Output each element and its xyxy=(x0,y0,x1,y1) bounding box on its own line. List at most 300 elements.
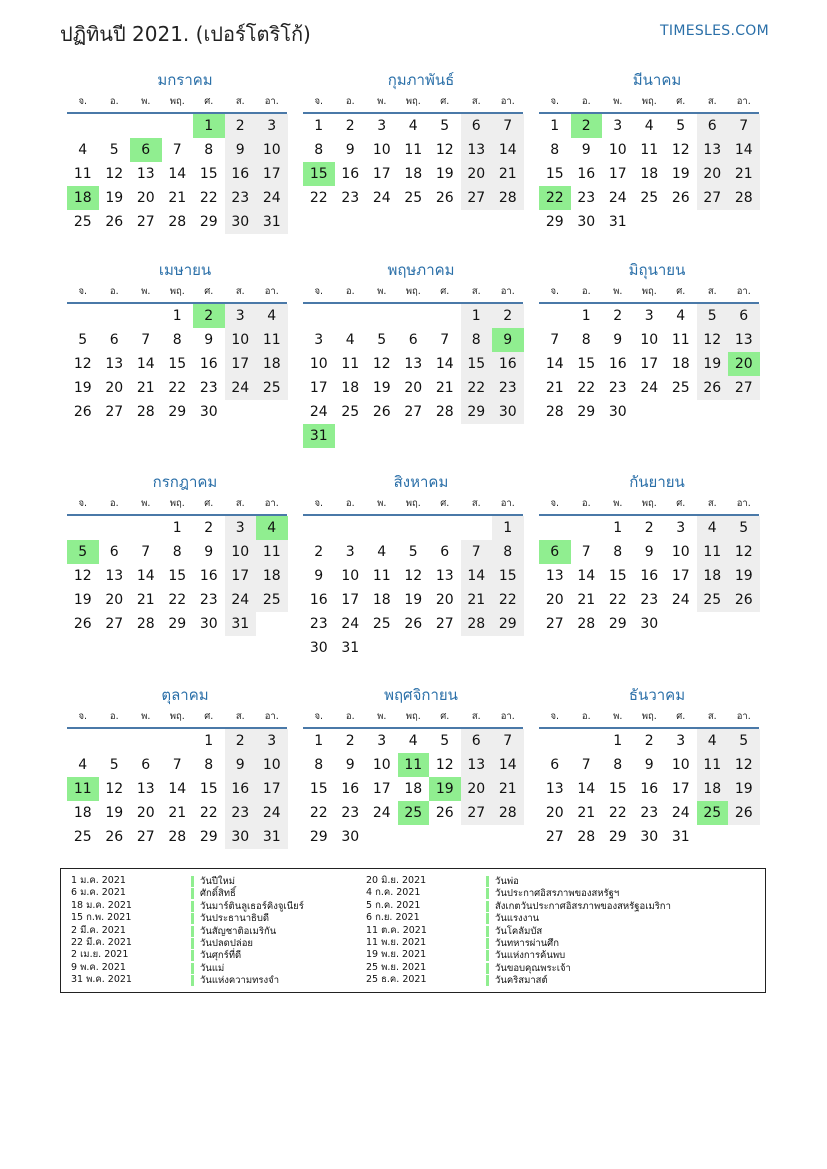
weekday-label: ศ. xyxy=(204,711,214,722)
day-cell: 7 xyxy=(728,114,760,138)
day-cell: 1 xyxy=(172,308,182,324)
day-cell: 27 xyxy=(404,404,423,420)
legend-date: 6 ม.ค. 2021 xyxy=(71,887,126,899)
day-cell: 9 xyxy=(345,757,355,773)
holiday-day-cell: 25 xyxy=(697,801,729,825)
day-cell: 9 xyxy=(644,757,654,773)
day-cell: 25 xyxy=(671,380,690,396)
day-cell: 27 xyxy=(105,404,124,420)
day-cell: 31 xyxy=(341,640,360,656)
day-cell: 13 xyxy=(105,356,124,372)
day-cell: 20 xyxy=(435,592,454,608)
day-cell: 15 xyxy=(577,356,596,372)
day-cell: 17 xyxy=(671,781,690,797)
weekday-label: อ. xyxy=(581,498,591,509)
weekday-header xyxy=(67,283,289,301)
day-cell: 22 xyxy=(168,592,187,608)
day-cell: 13 xyxy=(435,568,454,584)
day-cell: 20 xyxy=(404,380,423,396)
day-cell: 27 xyxy=(461,186,493,210)
day-cell: 15 xyxy=(608,781,627,797)
legend-holiday-name: วันประกาศอิสรภาพของสหรัฐฯ xyxy=(486,888,619,899)
day-cell: 24 xyxy=(256,186,288,210)
day-cell: 25 xyxy=(256,376,288,400)
weekday-label: พ. xyxy=(377,498,387,509)
day-cell: 9 xyxy=(345,142,355,158)
day-cell: 18 xyxy=(256,352,288,376)
day-cell: 31 xyxy=(225,612,257,636)
weekday-header xyxy=(67,93,289,111)
day-cell: 13 xyxy=(136,781,155,797)
weekday-label: พ. xyxy=(613,711,623,722)
day-cell: 21 xyxy=(136,592,155,608)
day-cell: 5 xyxy=(440,733,450,749)
day-cell: 27 xyxy=(545,616,564,632)
day-cell: 12 xyxy=(73,356,92,372)
day-cell: 17 xyxy=(671,568,690,584)
day-cell: 3 xyxy=(345,544,355,560)
day-cell: 31 xyxy=(256,825,288,849)
empty-cell xyxy=(571,729,603,753)
weekday-label: ศ. xyxy=(676,711,686,722)
day-cell: 2 xyxy=(613,308,623,324)
empty-cell xyxy=(429,516,461,540)
day-cell: 15 xyxy=(168,568,187,584)
day-cell: 8 xyxy=(581,332,591,348)
day-cell: 3 xyxy=(256,729,288,753)
day-cell: 11 xyxy=(256,540,288,564)
day-cell: 3 xyxy=(377,118,387,134)
day-cell: 19 xyxy=(728,777,760,801)
day-cell: 28 xyxy=(545,404,564,420)
day-cell: 30 xyxy=(225,825,257,849)
day-cell: 28 xyxy=(168,829,187,845)
day-cell: 15 xyxy=(168,356,187,372)
day-cell: 1 xyxy=(172,520,182,536)
weekday-label: ส. xyxy=(235,96,245,107)
day-cell: 26 xyxy=(73,616,92,632)
day-cell: 7 xyxy=(581,544,591,560)
legend-holiday-name: วันขอบคุณพระเจ้า xyxy=(486,963,571,974)
weekday-label: อ. xyxy=(345,96,355,107)
day-cell: 5 xyxy=(697,304,729,328)
day-cell: 16 xyxy=(225,777,257,801)
day-cell: 4 xyxy=(256,304,288,328)
weekday-label: อา. xyxy=(736,711,751,722)
day-cell: 17 xyxy=(225,352,257,376)
month-name: มีนาคม xyxy=(632,71,682,89)
day-cell: 4 xyxy=(676,308,686,324)
day-cell: 14 xyxy=(577,568,596,584)
legend-date: 31 พ.ค. 2021 xyxy=(71,974,132,986)
day-cell: 30 xyxy=(199,616,218,632)
weekday-header xyxy=(539,283,761,301)
day-cell: 18 xyxy=(256,564,288,588)
day-cell: 15 xyxy=(199,166,218,182)
day-cell: 19 xyxy=(105,190,124,206)
day-cell: 15 xyxy=(461,352,493,376)
month-calendar xyxy=(539,70,761,234)
day-cell: 5 xyxy=(377,332,387,348)
empty-cell xyxy=(398,516,430,540)
legend-holiday-name: วันปีใหม่ xyxy=(191,876,235,887)
weekday-label: อ. xyxy=(109,498,119,509)
weekday-label: ศ. xyxy=(440,498,450,509)
day-cell: 8 xyxy=(172,544,182,560)
month-calendar xyxy=(539,685,761,849)
day-cell: 12 xyxy=(105,166,124,182)
day-cell: 14 xyxy=(461,564,493,588)
day-cell: 23 xyxy=(199,380,218,396)
day-cell: 29 xyxy=(199,829,218,845)
day-cell: 19 xyxy=(73,592,92,608)
day-cell: 24 xyxy=(608,190,627,206)
day-cell: 17 xyxy=(372,781,391,797)
day-cell: 10 xyxy=(608,142,627,158)
day-cell: 28 xyxy=(435,404,454,420)
month-name: กรกฎาคม xyxy=(152,473,218,491)
weekday-label: ส. xyxy=(235,498,245,509)
day-cell: 5 xyxy=(109,757,119,773)
weekday-label: พฤ. xyxy=(405,498,421,509)
day-cell: 4 xyxy=(377,544,387,560)
month-calendar xyxy=(539,260,761,424)
day-cell: 19 xyxy=(728,564,760,588)
day-cell: 30 xyxy=(309,640,328,656)
weekday-label: อ. xyxy=(345,498,355,509)
day-cell: 29 xyxy=(608,829,627,845)
weekday-label: พฤ. xyxy=(169,96,185,107)
day-cell: 3 xyxy=(314,332,324,348)
day-cell: 15 xyxy=(309,781,328,797)
day-cell: 16 xyxy=(199,356,218,372)
day-cell: 25 xyxy=(73,214,92,230)
empty-cell xyxy=(162,729,194,753)
weekday-label: พฤ. xyxy=(641,96,657,107)
day-cell: 24 xyxy=(671,805,690,821)
day-cell: 6 xyxy=(697,114,729,138)
legend-holiday-name: วันแรงงาน xyxy=(486,913,539,924)
legend-holiday-name: วันทหารผ่านศึก xyxy=(486,938,559,949)
day-grid xyxy=(539,729,761,849)
day-cell: 28 xyxy=(136,404,155,420)
legend-holiday-name: วันสัญชาติอเมริกัน xyxy=(191,926,276,937)
day-cell: 7 xyxy=(172,142,182,158)
holiday-day-cell: 4 xyxy=(256,516,288,540)
day-cell: 5 xyxy=(728,516,760,540)
day-cell: 23 xyxy=(199,592,218,608)
day-cell: 18 xyxy=(697,777,729,801)
day-cell: 26 xyxy=(105,829,124,845)
day-cell: 12 xyxy=(671,142,690,158)
weekday-label: ศ. xyxy=(676,286,686,297)
day-cell: 2 xyxy=(345,118,355,134)
weekday-label: อ. xyxy=(109,96,119,107)
month-name: มิถุนายน xyxy=(628,261,686,279)
day-cell: 31 xyxy=(671,829,690,845)
day-cell: 26 xyxy=(435,805,454,821)
day-cell: 27 xyxy=(545,829,564,845)
legend-date: 25 ธ.ค. 2021 xyxy=(366,974,427,986)
holiday-legend xyxy=(60,868,766,993)
day-cell: 20 xyxy=(545,805,564,821)
month-name: กุมภาพันธ์ xyxy=(387,71,455,89)
day-cell: 12 xyxy=(435,757,454,773)
day-cell: 4 xyxy=(697,516,729,540)
page-title: ปฏิทินปี 2021. (เปอร์โตริโก้) xyxy=(60,22,311,46)
weekday-label: ศ. xyxy=(440,286,450,297)
day-cell: 12 xyxy=(697,328,729,352)
legend-date: 1 ม.ค. 2021 xyxy=(71,875,126,886)
month-name: พฤศจิกายน xyxy=(384,686,458,704)
empty-cell xyxy=(335,304,367,328)
month-calendar xyxy=(67,70,289,234)
day-cell: 28 xyxy=(577,616,596,632)
day-cell: 7 xyxy=(492,729,524,753)
month-name: พฤษภาคม xyxy=(387,261,455,279)
day-cell: 11 xyxy=(697,540,729,564)
empty-cell xyxy=(571,516,603,540)
weekday-label: พฤ. xyxy=(405,96,421,107)
day-cell: 7 xyxy=(172,757,182,773)
day-cell: 29 xyxy=(545,214,564,230)
day-cell: 30 xyxy=(608,404,627,420)
weekday-label: จ. xyxy=(314,96,324,107)
weekday-label: จ. xyxy=(550,286,560,297)
day-cell: 9 xyxy=(204,544,214,560)
day-cell: 1 xyxy=(613,733,623,749)
day-cell: 6 xyxy=(728,304,760,328)
empty-cell xyxy=(99,729,131,753)
day-cell: 15 xyxy=(545,166,564,182)
weekday-label: อา. xyxy=(264,96,279,107)
day-cell: 21 xyxy=(435,380,454,396)
day-cell: 8 xyxy=(172,332,182,348)
month-name: สิงหาคม xyxy=(393,473,449,491)
day-grid xyxy=(539,304,761,424)
day-grid xyxy=(303,304,525,448)
day-cell: 22 xyxy=(309,190,328,206)
day-cell: 29 xyxy=(199,214,218,230)
day-cell: 29 xyxy=(309,829,328,845)
day-cell: 18 xyxy=(341,380,360,396)
day-cell: 4 xyxy=(78,142,88,158)
day-cell: 17 xyxy=(372,166,391,182)
weekday-label: ศ. xyxy=(440,96,450,107)
holiday-day-cell: 5 xyxy=(67,540,99,564)
day-cell: 31 xyxy=(256,210,288,234)
weekday-label: พ. xyxy=(141,711,151,722)
day-cell: 22 xyxy=(309,805,328,821)
weekday-label: อา. xyxy=(736,96,751,107)
day-cell: 10 xyxy=(309,356,328,372)
day-grid xyxy=(303,114,525,210)
day-cell: 11 xyxy=(73,166,92,182)
day-cell: 12 xyxy=(73,568,92,584)
day-cell: 1 xyxy=(492,516,524,540)
day-cell: 10 xyxy=(372,757,391,773)
day-cell: 9 xyxy=(204,332,214,348)
holiday-day-cell: 2 xyxy=(193,304,225,328)
day-cell: 12 xyxy=(435,142,454,158)
holiday-day-cell: 18 xyxy=(67,186,99,210)
weekday-label: ศ. xyxy=(204,498,214,509)
day-cell: 26 xyxy=(435,190,454,206)
legend-holiday-name: วันมาร์ตินลูเธอร์คิงจูเนียร์ xyxy=(191,901,304,912)
day-cell: 1 xyxy=(461,304,493,328)
day-cell: 23 xyxy=(608,380,627,396)
day-cell: 24 xyxy=(256,801,288,825)
day-cell: 16 xyxy=(608,356,627,372)
legend-date: 6 ก.ย. 2021 xyxy=(366,912,420,924)
legend-date: 22 มี.ค. 2021 xyxy=(71,936,132,948)
day-grid xyxy=(539,114,761,234)
day-cell: 5 xyxy=(109,142,119,158)
holiday-day-cell: 25 xyxy=(398,801,430,825)
day-cell: 20 xyxy=(136,805,155,821)
day-cell: 20 xyxy=(461,777,493,801)
weekday-label: จ. xyxy=(550,711,560,722)
day-cell: 27 xyxy=(728,376,760,400)
month-calendar xyxy=(303,70,525,210)
day-cell: 20 xyxy=(697,162,729,186)
legend-date: 2 มี.ค. 2021 xyxy=(71,924,126,936)
holiday-day-cell: 15 xyxy=(303,162,335,186)
day-cell: 19 xyxy=(671,166,690,182)
weekday-label: อา. xyxy=(264,286,279,297)
day-cell: 11 xyxy=(256,328,288,352)
day-cell: 20 xyxy=(105,592,124,608)
day-cell: 11 xyxy=(372,568,391,584)
legend-holiday-name: วันปลดปล่อย xyxy=(191,938,253,949)
day-cell: 24 xyxy=(225,588,257,612)
month-calendar xyxy=(303,260,525,448)
day-cell: 9 xyxy=(581,142,591,158)
weekday-label: ส. xyxy=(471,286,481,297)
day-cell: 18 xyxy=(372,592,391,608)
weekday-label: อ. xyxy=(581,711,591,722)
day-cell: 24 xyxy=(372,805,391,821)
empty-cell xyxy=(130,516,162,540)
day-cell: 5 xyxy=(408,544,418,560)
month-name: ตุลาคม xyxy=(161,686,209,704)
day-cell: 6 xyxy=(440,544,450,560)
day-cell: 1 xyxy=(314,118,324,134)
legend-holiday-name: ศักดิ์สิทธิ์ xyxy=(191,888,236,899)
day-cell: 17 xyxy=(225,564,257,588)
day-cell: 19 xyxy=(73,380,92,396)
day-cell: 16 xyxy=(640,568,659,584)
day-cell: 1 xyxy=(550,118,560,134)
day-cell: 13 xyxy=(461,753,493,777)
day-cell: 8 xyxy=(550,142,560,158)
holiday-day-cell: 11 xyxy=(67,777,99,801)
legend-holiday-name: วันแห่งความทรงจำ xyxy=(191,975,279,986)
day-cell: 3 xyxy=(676,733,686,749)
day-cell: 28 xyxy=(168,214,187,230)
day-grid xyxy=(67,516,289,636)
empty-cell xyxy=(366,516,398,540)
day-cell: 12 xyxy=(728,540,760,564)
empty-cell xyxy=(461,516,493,540)
day-cell: 12 xyxy=(728,753,760,777)
weekday-label: อ. xyxy=(345,711,355,722)
day-cell: 15 xyxy=(492,564,524,588)
legend-holiday-name: วันพ่อ xyxy=(486,876,519,887)
day-cell: 10 xyxy=(640,332,659,348)
weekday-label: จ. xyxy=(78,96,88,107)
day-cell: 22 xyxy=(199,190,218,206)
weekday-label: อ. xyxy=(345,286,355,297)
day-cell: 26 xyxy=(728,801,760,825)
day-cell: 2 xyxy=(314,544,324,560)
day-cell: 28 xyxy=(492,186,524,210)
day-cell: 22 xyxy=(608,805,627,821)
legend-holiday-name: สังเกตวันประกาศอิสรภาพของสหรัฐอเมริกา xyxy=(486,901,671,912)
day-cell: 21 xyxy=(168,805,187,821)
day-cell: 24 xyxy=(309,404,328,420)
day-cell: 29 xyxy=(577,404,596,420)
day-cell: 12 xyxy=(404,568,423,584)
day-cell: 10 xyxy=(372,142,391,158)
day-cell: 29 xyxy=(461,400,493,424)
legend-date: 5 ก.ค. 2021 xyxy=(366,899,421,911)
day-cell: 21 xyxy=(545,380,564,396)
day-cell: 1 xyxy=(314,733,324,749)
day-cell: 10 xyxy=(671,757,690,773)
day-cell: 3 xyxy=(613,118,623,134)
weekday-label: อา. xyxy=(264,498,279,509)
weekday-label: ส. xyxy=(235,286,245,297)
weekday-label: อา. xyxy=(736,286,751,297)
day-cell: 7 xyxy=(141,544,151,560)
month-name: เมษายน xyxy=(158,261,212,279)
day-cell: 7 xyxy=(550,332,560,348)
holiday-day-cell: 20 xyxy=(728,352,760,376)
weekday-label: ศ. xyxy=(204,286,214,297)
weekday-label: ส. xyxy=(471,96,481,107)
brand-link[interactable]: TIMESLES.COM xyxy=(660,23,769,39)
day-cell: 13 xyxy=(697,138,729,162)
day-cell: 9 xyxy=(644,544,654,560)
day-cell: 18 xyxy=(404,781,423,797)
day-cell: 19 xyxy=(435,166,454,182)
weekday-label: พ. xyxy=(377,711,387,722)
day-cell: 26 xyxy=(105,214,124,230)
month-name: ธันวาคม xyxy=(628,686,686,704)
day-cell: 10 xyxy=(225,540,257,564)
empty-cell xyxy=(366,304,398,328)
day-cell: 22 xyxy=(461,376,493,400)
day-cell: 23 xyxy=(225,801,257,825)
day-cell: 14 xyxy=(435,356,454,372)
day-cell: 6 xyxy=(109,332,119,348)
month-calendar xyxy=(539,472,761,636)
weekday-label: อ. xyxy=(109,711,119,722)
legend-date: 2 เม.ย. 2021 xyxy=(71,949,129,961)
legend-date: 25 พ.ย. 2021 xyxy=(366,961,427,973)
day-cell: 8 xyxy=(314,142,324,158)
day-cell: 29 xyxy=(608,616,627,632)
weekday-label: พฤ. xyxy=(169,498,185,509)
weekday-label: ศ. xyxy=(204,96,214,107)
day-cell: 2 xyxy=(204,520,214,536)
legend-holiday-name: วันแม่ xyxy=(191,963,224,974)
day-cell: 2 xyxy=(492,304,524,328)
day-cell: 2 xyxy=(345,733,355,749)
legend-date: 11 พ.ย. 2021 xyxy=(366,936,427,948)
empty-cell xyxy=(539,729,571,753)
